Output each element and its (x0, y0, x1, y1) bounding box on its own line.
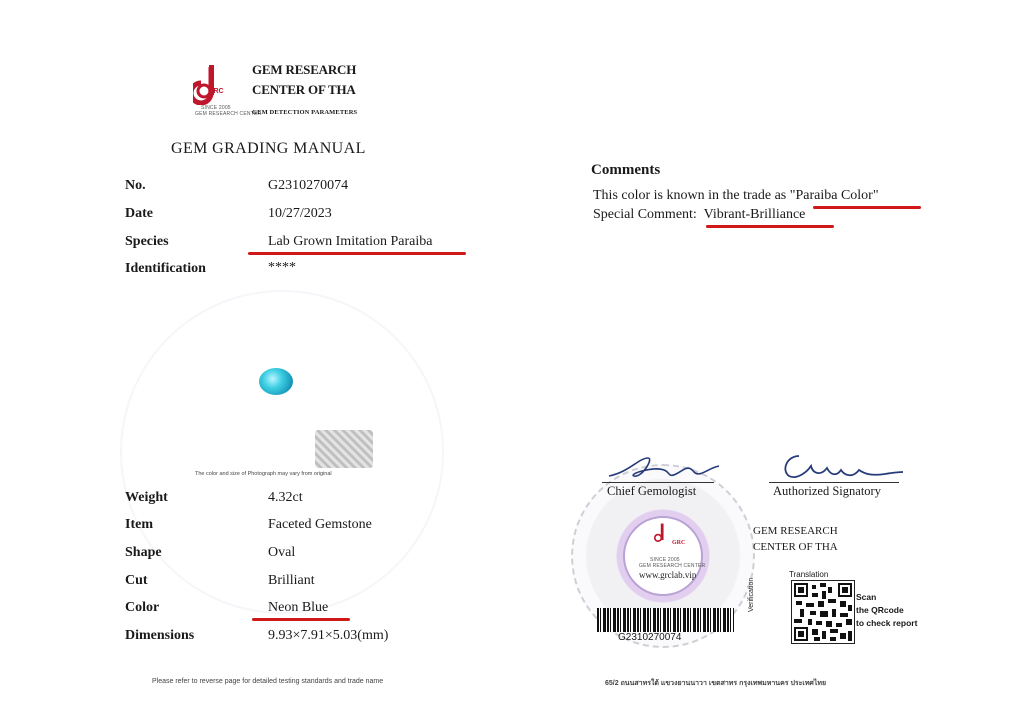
chief-gemologist-title: Chief Gemologist (607, 484, 697, 498)
field-value-species: Lab Grown Imitation Paraiba (268, 234, 433, 249)
translation-label: Translation (789, 570, 829, 579)
logo-text: GRC (208, 88, 224, 95)
scan-line2: the QRcode (856, 605, 904, 615)
chief-signature-line (602, 482, 714, 483)
seal-small-line2: GEM RESEARCH CENTER (639, 563, 706, 569)
authorized-signature-line (769, 482, 899, 483)
seal-small-line1: SINCE 2005 (650, 557, 680, 563)
comment-line-2-text: Special Comment: (593, 207, 704, 222)
field-label-cut: Cut (125, 573, 148, 588)
verification-label: Verification (748, 577, 755, 612)
field-label-shape: Shape (125, 545, 162, 560)
hologram-sticker (315, 430, 373, 468)
field-label-dimensions: Dimensions (125, 628, 195, 643)
field-label-color: Color (125, 600, 160, 615)
field-value-item: Faceted Gemstone (268, 517, 372, 532)
qr-code[interactable] (791, 580, 855, 644)
org-name-line1: GEM RESEARCH (252, 62, 357, 77)
grc-logo (193, 63, 233, 105)
right-org-line1: GEM RESEARCH (753, 525, 838, 537)
logo-small-line2: GEM RESEARCH CENTER (195, 111, 262, 117)
field-value-shape: Oval (268, 545, 296, 560)
field-label-item: Item (125, 517, 153, 532)
photo-note: The color and size of Photograph may vary from original (195, 471, 332, 477)
barcode (597, 608, 734, 632)
comment-line-1 (593, 188, 879, 204)
logo-small-line1: SINCE 2005 (201, 105, 231, 111)
field-value-weight: 4.32ct (268, 490, 303, 505)
field-value-cut: Brilliant (268, 573, 315, 588)
field-label-date: Date (125, 206, 153, 221)
authorized-signatory-title: Authorized Signatory (773, 484, 881, 498)
field-value-dimensions: 9.93×7.91×5.03(mm) (268, 628, 389, 643)
barcode-text: G2310270074 (618, 632, 682, 643)
comment-line-2 (593, 207, 805, 223)
comments-heading: Comments (591, 162, 661, 178)
seal-logo-text: GRC (672, 540, 686, 546)
vibrant-underline (706, 225, 834, 228)
scan-line3: to check report (856, 618, 918, 628)
comment-line-2-highlight: Vibrant-Brilliance (703, 207, 806, 222)
watermark-seal (120, 290, 444, 614)
field-value-color: Neon Blue (268, 600, 329, 615)
field-label-no: No. (125, 178, 146, 193)
comment-line-1-text: This color is known in the trade as (593, 188, 790, 203)
field-label-identification: Identification (125, 261, 206, 276)
field-value-no: G2310270074 (268, 178, 349, 193)
paraiba-underline (813, 206, 921, 209)
seal-url: www.grclab.vip (639, 570, 697, 580)
right-org-line2: CENTER OF THA (753, 541, 838, 553)
seal-logo (652, 522, 674, 551)
field-value-identification: **** (268, 260, 296, 275)
document-title: GEM GRADING MANUAL (171, 140, 366, 157)
species-underline (248, 252, 466, 255)
field-value-date: 10/27/2023 (268, 206, 332, 221)
org-tagline: GEM DETECTION PARAMETERS (252, 109, 358, 116)
scan-line1: Scan (856, 592, 877, 602)
field-label-species: Species (125, 234, 169, 249)
field-label-weight: Weight (125, 490, 168, 505)
comment-line-1-highlight: "Paraiba Color" (789, 188, 879, 203)
org-name-line2: CENTER OF THA (252, 82, 356, 97)
color-underline (252, 618, 350, 621)
footer-address-right: 65/2 ถนนสาทรใต้ แขวงยานนาวา เขตสาทร กรุงเทพมหานคร ประเทศไทย (605, 680, 827, 687)
gemstone-photo (259, 368, 293, 395)
footer-note-left: Please refer to reverse page for detailed testing standards and trade name (152, 678, 384, 685)
